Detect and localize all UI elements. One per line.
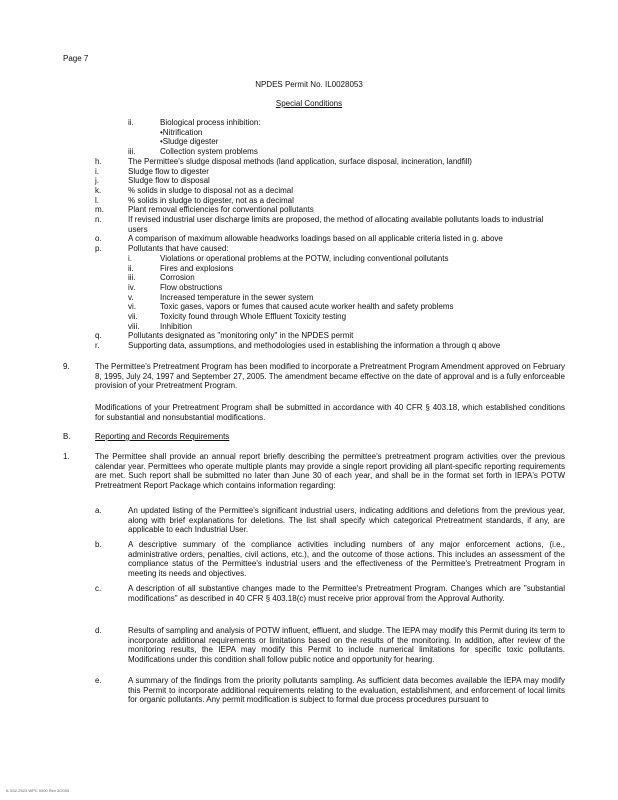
sub-item-text: Results of sampling and analysis of POTW influent, effluent, and sludge. The IEPA may modify this Permit during its term to incorporate additional requirements or limitations based on the results of the monitoring. In addition, after review of the monitoring results, the IEPA may modify this Permit to include numerical limitations for specific toxic pollutants. Modifications under this condition shall follow public notice and opportunity for hearing.: [128, 626, 565, 664]
list-item-label: q.: [95, 331, 102, 341]
list-item-text: Collection system problems: [160, 147, 258, 157]
list-item-label: m.: [95, 205, 104, 215]
list-item-label: l.: [95, 195, 99, 205]
para-1-label: 1.: [63, 452, 70, 461]
list-item-text: Violations or operational problems at the POTW, including conventional pollutants: [160, 253, 449, 263]
list-item-label: r.: [95, 341, 100, 351]
section-title: Special Conditions: [275, 99, 343, 108]
list-item-text: Fires and explosions: [160, 263, 234, 273]
list-item-text: •Nitrification: [160, 127, 203, 137]
list-item-text: Pollutants designated as "monitoring only" in the NPDES permit: [128, 331, 354, 341]
list-item-text: Sludge flow to disposal: [128, 176, 210, 186]
list-item-label: iii.: [128, 273, 136, 283]
sub-item-label: c.: [95, 584, 102, 593]
sub-item-label: e.: [95, 676, 102, 685]
sub-item-label: a.: [95, 506, 102, 515]
list-item-text: Toxicity found through Whole Effluent Toxicity testing: [160, 312, 347, 321]
list-item-label: k.: [95, 185, 102, 195]
list-item-label: n.: [95, 215, 102, 224]
list-item-text: Increased temperature in the sewer system: [160, 292, 314, 302]
list-item-text: Biological process inhibition:: [160, 118, 261, 127]
list-item-label: iii.: [128, 147, 136, 157]
list-item-text: Supporting data, assumptions, and methodologies used in establishing the information a through q above: [128, 341, 501, 351]
page-label: Page 7: [63, 54, 89, 63]
list-item-label: i.: [95, 166, 99, 176]
list-item-label: o.: [95, 234, 102, 244]
footer-code: IL 532-2523 WPC 0000 Rev 3/2005: [6, 788, 70, 793]
list-item-label: j.: [95, 176, 99, 186]
section-b-title: Reporting and Records Requirements: [95, 432, 230, 441]
sub-item-text: An updated listing of the Permittee's significant industrial users, indicating additions and deletions from the previous year, along with brief explanations for deletions. The list shall specify which categorical Pretreatment standards, if any, are applicable to each Industrial User.: [128, 506, 565, 535]
sub-item-text: A summary of the findings from the priority pollutants sampling. As sufficient data becomes available the IEPA may modify this Permit to incorporate additional requirements relating to the evaluation, establishment, and enforcement of local limits for organic pollutants. Any permit modification is subject to formal due process procedures pursuant to: [128, 676, 565, 705]
list-item-text: Corrosion: [160, 273, 195, 283]
permit-header: NPDES Permit No. IL0028053: [255, 80, 363, 89]
sub-item-label: d.: [95, 626, 102, 635]
list-item-label: vii.: [128, 312, 138, 321]
list-item-text: •Sludge digester: [160, 137, 219, 147]
list-item-label: vi.: [128, 302, 136, 312]
list-item-label: p.: [95, 244, 102, 254]
para-9-followup: Modifications of your Pretreatment Program shall be submitted in accordance with 40 CFR § 403.18, which established conditions for substantial and nonsubstantial modifications.: [95, 403, 565, 422]
list-item-text: A comparison of maximum allowable headworks loadings based on all applicable criteria listed in g. above: [128, 234, 503, 244]
list-item-text: % solids in sludge to digester, not as a decimal: [128, 195, 294, 205]
sub-item-label: b.: [95, 540, 102, 549]
list-item-text: Plant removal efficiencies for conventional pollutants: [128, 205, 314, 215]
list-item-label: iv.: [128, 282, 136, 292]
para-1-text: The Permittee shall provide an annual report briefly describing the permittee's pretreatment program activities over the previous calendar year. Permittees who operate multiple plants may provide a single report providing all plant-specific reporting requirements are met. Such report shall be submitted no later than June 30 of each year, and shall be in the format set forth in IEPA's POTW Pretreatment Report Package which contains information regarding:: [95, 452, 565, 490]
list-item-text: If revised industrial user discharge limits are proposed, the method of allocating available pollutants loads to industrial: [128, 215, 544, 224]
sub-item-text: A description of all substantive changes made to the Permittee's Pretreatment Program. Changes which are "substantial modifications" as described in 40 CFR § 403.18(c) must receive prior approval from the Approval Authority.: [128, 584, 565, 603]
list-item-label: h.: [95, 156, 102, 166]
para-9-label: 9.: [63, 362, 70, 371]
para-9-text: The Permittee's Pretreatment Program has been modified to incorporate a Pretreatment Program Amendment approved on February 8, 1995, July 24, 1997 and September 27, 2005. The amendment became effective on the date of approval and is a fully enforceable provision of your Pretreatment Program.: [95, 362, 565, 391]
list-item-label: viii.: [128, 321, 140, 331]
list-item-text: Sludge flow to digester: [128, 166, 209, 176]
list-item-text: % solids in sludge to disposal not as a decimal: [128, 185, 293, 195]
list-item-label: ii.: [128, 263, 134, 273]
sub-item-text: A descriptive summary of the compliance activities including numbers of any major enforcement actions, (i.e., administrative orders, penalties, civil actions, etc.), and the outcome of those actions. This includes an assessment of the compliance status of the Permittee's industrial users and the effectiveness of the Permittee's Pretreatment Program in meeting its needs and objectives.: [128, 540, 565, 578]
list-item-text: users: [128, 224, 148, 234]
list-item-text: Flow obstructions: [160, 282, 223, 292]
list-item-text: Pollutants that have caused:: [128, 244, 229, 254]
section-b-label: B.: [63, 432, 71, 441]
list-item-label: i.: [128, 253, 132, 263]
list-item-text: Inhibition: [160, 321, 193, 331]
list-item-text: Toxic gases, vapors or fumes that caused acute worker health and safety problems: [160, 302, 454, 312]
list-item-label: v.: [128, 292, 134, 302]
list-item-text: The Permittee's sludge disposal methods (land application, surface disposal, incineration, landfill): [128, 156, 472, 166]
list-item-label: ii.: [128, 118, 134, 127]
